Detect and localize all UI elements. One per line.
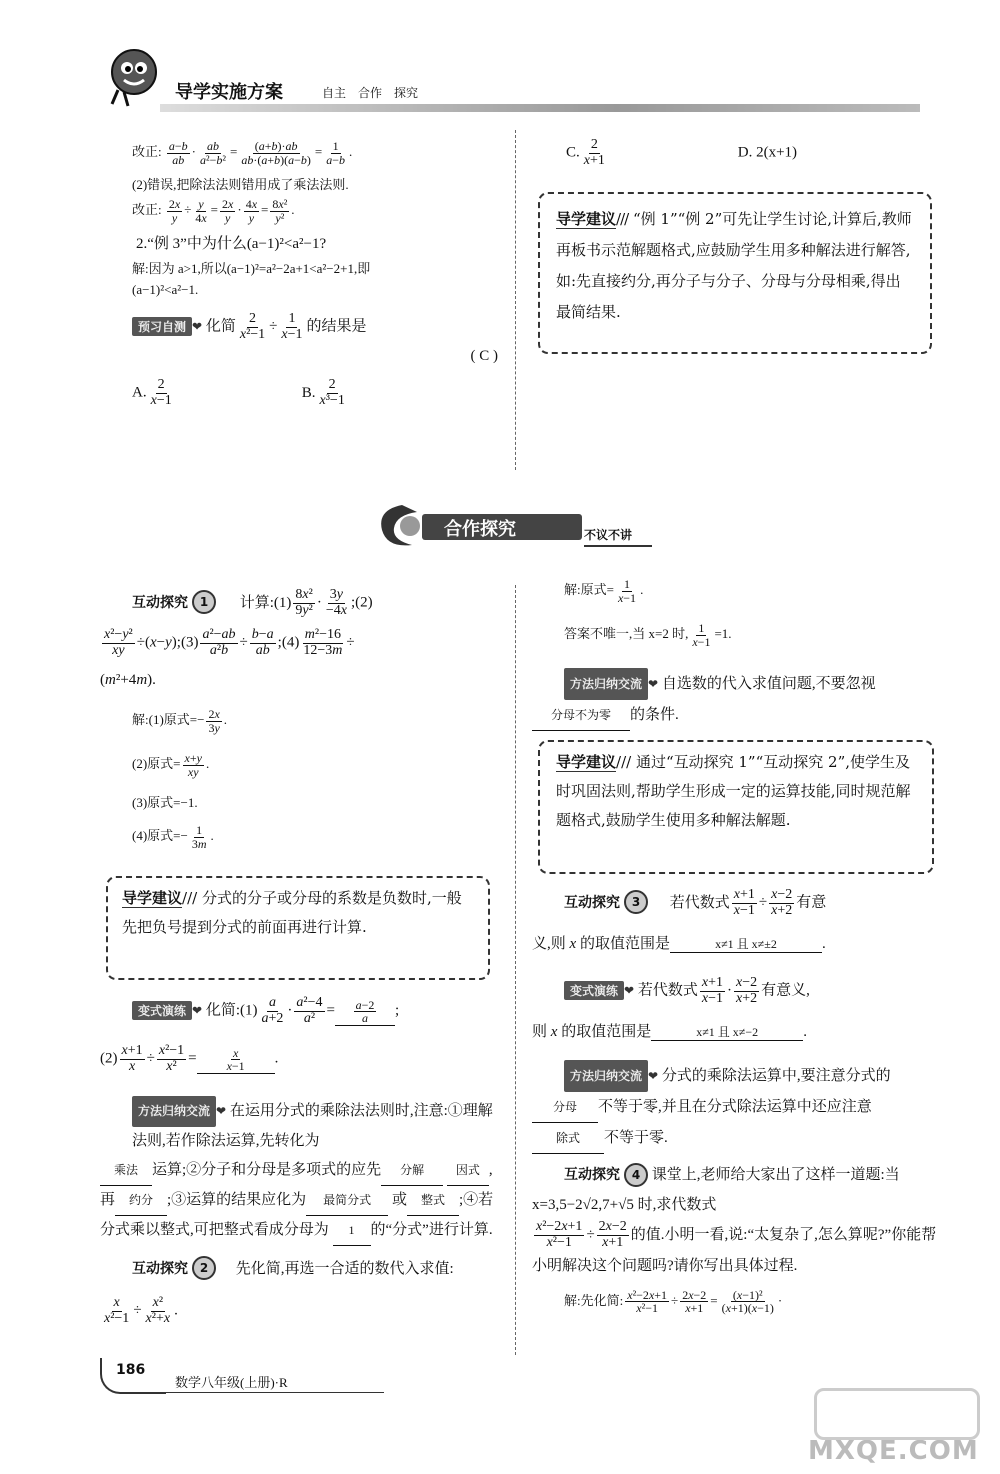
- probe-2-badge: 互动探究 2: [132, 1256, 216, 1280]
- probe-1-badge: 互动探究 1: [132, 590, 216, 614]
- correction-line-2: (2)错误,把除法法则错用成了乘法法则.: [132, 177, 349, 192]
- guide-box-3-text: 通过“互动探究 1”“互动探究 2”,使学生及时巩固法则,帮助学生形成一定的运算技能,同时规范解题格式,鼓励学生使用多种解法解题.: [556, 753, 911, 829]
- section-title: 合作探究: [444, 519, 516, 540]
- variant-question: 变式演练 ❤ 化简:(1) $\frac{a}{a+2}$ · $\frac{\text{a²−4}}{\text{a²}}$ = $\frac{a-2}{a}$ ;: [100, 996, 500, 1044]
- preview-question: 预习自测 ❤ 化简 $\frac{2}{\text{x²−1}}$ ÷ $\frac{1}{x-1}$ 的结果是: [132, 312, 502, 348]
- probe-1-line-3: (m²+4m).: [100, 672, 156, 688]
- guide-box-3-title: 导学建议: [556, 753, 617, 771]
- heart-icon: ❤: [192, 319, 203, 334]
- method-summary-2: 方法归纳交流 ❤ 自选数的代入求值问题,不要忽视: [532, 668, 938, 700]
- solution-4: (4)原式=− $\frac{1}{3m}$ .: [132, 823, 214, 851]
- correction-line-3: 改正: $\frac{2x}{y}$ ÷ $\frac{y}{4x}$ = $\frac{2x}{y}$ · $\frac{4x}{y}$ = $\frac{\text{8x²}}{\text{y²}}$ .: [132, 197, 295, 225]
- method-tag-1: 方法归纳交流: [132, 1096, 216, 1127]
- guide-box-2-text: 分式的分子或分母的系数是负数时,一般先把负号提到分式的前面再进行计算.: [122, 889, 462, 936]
- method-summary-3: 方法归纳交流 ❤ 分式的乘除法运算中,要注意分式的分母 不等于零,并且在分式除法运算中还应注意除式 不等于零.: [532, 1060, 938, 1154]
- guide-box-title: 导学建议: [556, 210, 617, 228]
- variant-2-question: 变式演练 ❤ 若代数式 $\frac{x+1}{x-1}$ · $\frac{x-2}{x+2}$ 有意义,: [532, 976, 938, 1020]
- probe-2-expr: $\frac{x}{\text{x²−1}}$ ÷ $\frac{\text{x²}}{\text{x²+x}}$ .: [104, 1295, 178, 1326]
- method-tag-3: 方法归纳交流: [564, 1060, 648, 1092]
- section-subtitle: 不议不讲: [584, 526, 652, 547]
- guide-box-2-title: 导学建议: [122, 889, 183, 907]
- preview-tag: 预习自测: [132, 317, 192, 336]
- solution-3: (3)原式=−1.: [132, 795, 198, 810]
- probe-4-expr: $\frac{\text{x²−2x+1}}{\text{x²−1}}$ ÷ $\frac{2x-2}{x+1}$ 的值.小明一看,说:“太复杂了,怎么算呢?”你能帮小明解决这个问题吗?请你写出具体过程.: [532, 1219, 937, 1274]
- answer-2-line-1: 解:因为 a>1,所以(a−1)²=a²−2a+1<a²−2+1,即: [132, 261, 371, 276]
- probe-4-badge: 互动探究 4: [564, 1160, 648, 1190]
- variant-tag-2: 变式演练: [564, 981, 624, 1000]
- probe-3-line-2: 义,则 x 的取值范围是 x≠1 且 x≠±2 .: [532, 936, 826, 952]
- book-title: 数学八年级(上册)·R: [175, 1375, 288, 1390]
- guide-box-3: 导学建议/// 通过“互动探究 1”“互动探究 2”,使学生及时巩固法则,帮助学生形成一定的运算技能,同时规范解题格式,鼓励学生使用多种解法解题.: [538, 740, 934, 874]
- variant-2-line-2: 则 x 的取值范围是 x≠1 且 x≠−2 .: [532, 1024, 807, 1040]
- watermark: MXQE.COM: [808, 1436, 979, 1466]
- options-cd: C. $\frac{2}{x+1}$ D. 2(x+1): [566, 137, 798, 168]
- answer-note: 答案不唯一,当 x=2 时, $\frac{1}{x-1}$ =1.: [564, 621, 732, 649]
- footer-rule: [164, 1392, 384, 1393]
- section-banner: [372, 500, 662, 550]
- guide-box-1: 导学建议/// “例 1”“例 2”可先让学生讨论,计算后,教师再板书示范解题格式,应鼓励学生用多种解法进行解答,如:先直接约分,再分子与分子、分母与分母相乘,得出最简结果.: [538, 192, 932, 354]
- question-2: 2.“例 3”中为什么(a−1)²<a²−1?: [136, 236, 327, 252]
- mascot-icon: [102, 46, 162, 108]
- probe-1-line-2: $\frac{\text{x²−y²}}{xy}$ ÷(x−y);(3) $\frac{\text{a²−ab}}{\text{a²b}}$ ÷ $\frac{b-a}{ab}$ ;(4) $\frac{\text{m²−16}}{12-3m}$ ÷: [104, 627, 355, 658]
- probe-3-badge: 互动探究 3: [564, 890, 648, 914]
- answer-2-line-2: (a−1)²<a²−1.: [132, 282, 199, 297]
- probe-4-question: 互动探究 4 课堂上,老师给大家出了这样一道题:当 x=3,5−2√2,7+√5 时,求代数式: [532, 1160, 938, 1220]
- solution-1: 解:(1)原式=− $\frac{2x}{3y}$ .: [132, 707, 228, 735]
- left-top-block: [132, 140, 502, 408]
- left-bottom-block-2: [100, 996, 500, 1336]
- probe-3-question: 互动探究 3 若代数式 $\frac{x+1}{x-1}$ ÷ $\frac{x-2}{x+2}$ 有意: [564, 887, 827, 918]
- watermark-logo-icon: [814, 1388, 980, 1440]
- guide-box-2: 导学建议/// 分式的分子或分母的系数是负数时,一般先把负号提到分式的前面再进行计算.: [106, 876, 490, 980]
- variant-question-2: (2) $\frac{x+1}{x}$ ÷ $\frac{\text{x²−1}}{\text{x²}}$ = $\frac{x}{x-1}$ .: [100, 1043, 279, 1074]
- column-divider: [515, 130, 516, 470]
- solution-2: (2)原式= $\frac{x+y}{xy}$ .: [132, 751, 210, 779]
- left-bottom-block: [100, 588, 500, 864]
- right-bottom-block-2: [532, 888, 938, 1315]
- correction-line-1: 改正: $\frac{a-b}{ab}$ · $\frac{ab}{\text{a²−b²}}$ = $\frac{(a+b)\cdot ab}{ab\cdot(a+b)(a-b)}$ = $\frac{1}{a-b}$ .: [132, 139, 353, 167]
- method-summary-1-cont: 乘法 运算;②分子和分母是多项式的应先 分解 因式 ,再 约分 ;③运算的结果应化为 最简分式 或 整式 ;④若分式乘以整式,可把整式看成分母为 1 的“分式”进行计算.: [100, 1156, 500, 1246]
- variant-tag: 变式演练: [132, 1001, 192, 1020]
- method-tag-2: 方法归纳交流: [564, 668, 648, 700]
- preview-options: A. $\frac{2}{x-1}$ B. $\frac{2}{\text{x³−1}}$: [132, 377, 345, 408]
- probe-1-question: 互动探究 1 计算:(1) $\frac{\text{8x²}}{\text{9y²}}$ · $\frac{3y}{-4x}$ ;(2): [132, 587, 373, 618]
- guide-box-text: “例 1”“例 2”可先让学生讨论,计算后,教师再板书示范解题格式,应鼓励学生用多种解法进行解答,如:先直接约分,再分子与分子、分母与分母相乘,得出最简结果.: [556, 210, 912, 321]
- right-bottom-block: [532, 578, 938, 731]
- column-divider-bottom: [515, 585, 516, 1355]
- page-number: 186: [116, 1362, 146, 1378]
- final-solution: 解:先化简: $\frac{\text{x²−2x+1}}{\text{x²−1}}$ ÷ $\frac{2x-2}{x+1}$ = $\frac{\text{(x−1)²}}{(x+1)(x-1)}$ ·: [564, 1287, 783, 1316]
- probe-number-icon: 1: [192, 590, 216, 614]
- header-subtitle: 自主 合作 探究: [322, 86, 419, 100]
- header-title: 导学实施方案: [175, 82, 283, 103]
- method-summary-1: 方法归纳交流 ❤ 在运用分式的乘除法法则时,注意:①理解法则,若作除法运算,先转化为: [100, 1096, 500, 1156]
- method-summary-2-cont: 分母不为零 的条件.: [532, 700, 938, 731]
- probe-2-question: 互动探究 2 先化简,再选一合适的数代入求值:: [100, 1256, 500, 1296]
- header-band: [160, 104, 920, 112]
- preview-answer: ( C ): [470, 348, 498, 364]
- solution-probe-2: 解:原式= $\frac{1}{x-1}$ .: [564, 577, 644, 605]
